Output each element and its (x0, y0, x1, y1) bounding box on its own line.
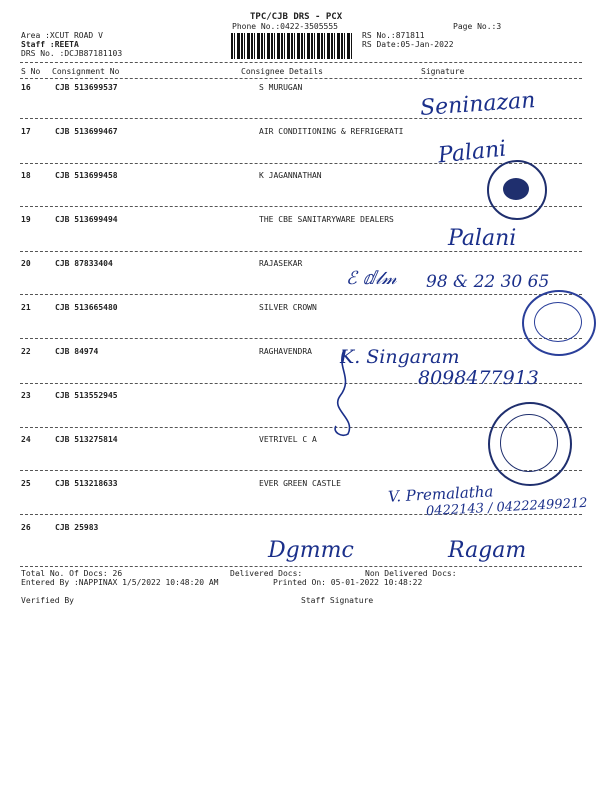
divider (20, 78, 582, 79)
staff-label: Staff :REETA (21, 40, 79, 49)
row-divider (20, 294, 582, 295)
row-sno: 17 (21, 127, 31, 136)
row-consignee: S MURUGAN (259, 83, 303, 92)
signature-row-22-name: K. Singaram (340, 346, 460, 368)
company-stamp-2 (522, 290, 596, 356)
row-divider (20, 118, 582, 119)
rs-date: RS Date:05-Jan-2022 (362, 40, 454, 49)
column-header-sno: S No (21, 67, 41, 76)
row-sno: 19 (21, 215, 31, 224)
area-label: Area :XCUT ROAD V (21, 31, 103, 40)
signature-row-20: ℰ ⅆ𝓁𝓂 (346, 268, 397, 289)
row-consignment: CJB 513699467 (55, 127, 118, 136)
table-row (0, 127, 600, 147)
row-consignee: K JAGANNATHAN (259, 171, 322, 180)
drs-number: DRS No. :DCJB87181103 (21, 49, 123, 58)
row-consignee: SILVER CROWN (259, 303, 317, 312)
column-header-consignee: Consignee Details (241, 67, 323, 76)
row-consignment: CJB 513218633 (55, 479, 118, 488)
row-consignment: CJB 513699458 (55, 171, 118, 180)
row-consignment: CJB 84974 (55, 347, 99, 356)
row-consignment: CJB 513552945 (55, 391, 118, 400)
signature-row-25-phone: 0422143 / 04222499212 (425, 495, 588, 520)
column-header-consignment: Consignment No (52, 67, 120, 76)
signature-row-26-b: Ragam (448, 538, 527, 563)
barcode (231, 33, 352, 59)
row-consignee: AIR CONDITIONING & REFRIGERATI (259, 127, 404, 136)
row-sno: 16 (21, 83, 31, 92)
row-divider (20, 163, 582, 164)
row-consignee: VETRIVEL C A (259, 435, 317, 444)
row-consignment: CJB 87833404 (55, 259, 113, 268)
row-consignee: RAGHAVENDRA (259, 347, 312, 356)
delivered-docs: Delivered Docs: (230, 569, 303, 578)
row-sno: 24 (21, 435, 31, 444)
row-sno: 23 (21, 391, 31, 400)
entered-by: Entered By :NAPPINAX 1/5/2022 10:48:20 AM (21, 578, 219, 587)
table-row (0, 303, 600, 323)
divider (20, 62, 582, 63)
column-header-signature: Signature (421, 67, 465, 76)
total-docs: Total No. Of Docs: 26 (21, 569, 123, 578)
auditor-seal (488, 402, 572, 486)
row-consignment: CJB 513699537 (55, 83, 118, 92)
row-consignee: THE CBE SANITARYWARE DEALERS (259, 215, 394, 224)
company-stamp-1 (487, 160, 547, 220)
phone-number: Phone No.:0422-3505555 (232, 22, 338, 31)
non-delivered-docs: Non Delivered Docs: (365, 569, 457, 578)
row-consignee: EVER GREEN CASTLE (259, 479, 341, 488)
printed-on: Printed On: 05-01-2022 10:48:22 (273, 578, 423, 587)
row-sno: 25 (21, 479, 31, 488)
row-consignment: CJB 25983 (55, 523, 99, 532)
row-divider (20, 338, 582, 339)
page-number: Page No.:3 (453, 22, 502, 31)
divider (20, 566, 582, 567)
signature-row-16: Seninazan (419, 88, 537, 121)
row-consignment: CJB 513665480 (55, 303, 118, 312)
row-divider (20, 251, 582, 252)
row-sno: 26 (21, 523, 31, 532)
signature-flourish (326, 348, 366, 438)
signature-row-26-a: Dgmmc (268, 538, 354, 563)
row-consignment: CJB 513699494 (55, 215, 118, 224)
document-title: TPC/CJB DRS - PCX (250, 12, 343, 22)
row-sno: 22 (21, 347, 31, 356)
row-sno: 18 (21, 171, 31, 180)
staff-signature: Staff Signature (301, 596, 374, 605)
row-sno: 20 (21, 259, 31, 268)
signature-row-17: Palani (436, 136, 508, 169)
table-row (0, 347, 600, 367)
row-consignee: RAJASEKAR (259, 259, 303, 268)
signature-row-25-name: V. Premalatha (387, 482, 494, 506)
row-sno: 21 (21, 303, 31, 312)
signature-row-22-phone: 8098477913 (418, 367, 539, 389)
row-consignment: CJB 513275814 (55, 435, 118, 444)
signature-row-19: Palani (448, 226, 517, 251)
rs-number: RS No.:871811 (362, 31, 425, 40)
signature-row-20-phone: 98 & 22 30 65 (426, 272, 550, 292)
table-row (0, 479, 600, 499)
verified-by: Verified By (21, 596, 74, 605)
